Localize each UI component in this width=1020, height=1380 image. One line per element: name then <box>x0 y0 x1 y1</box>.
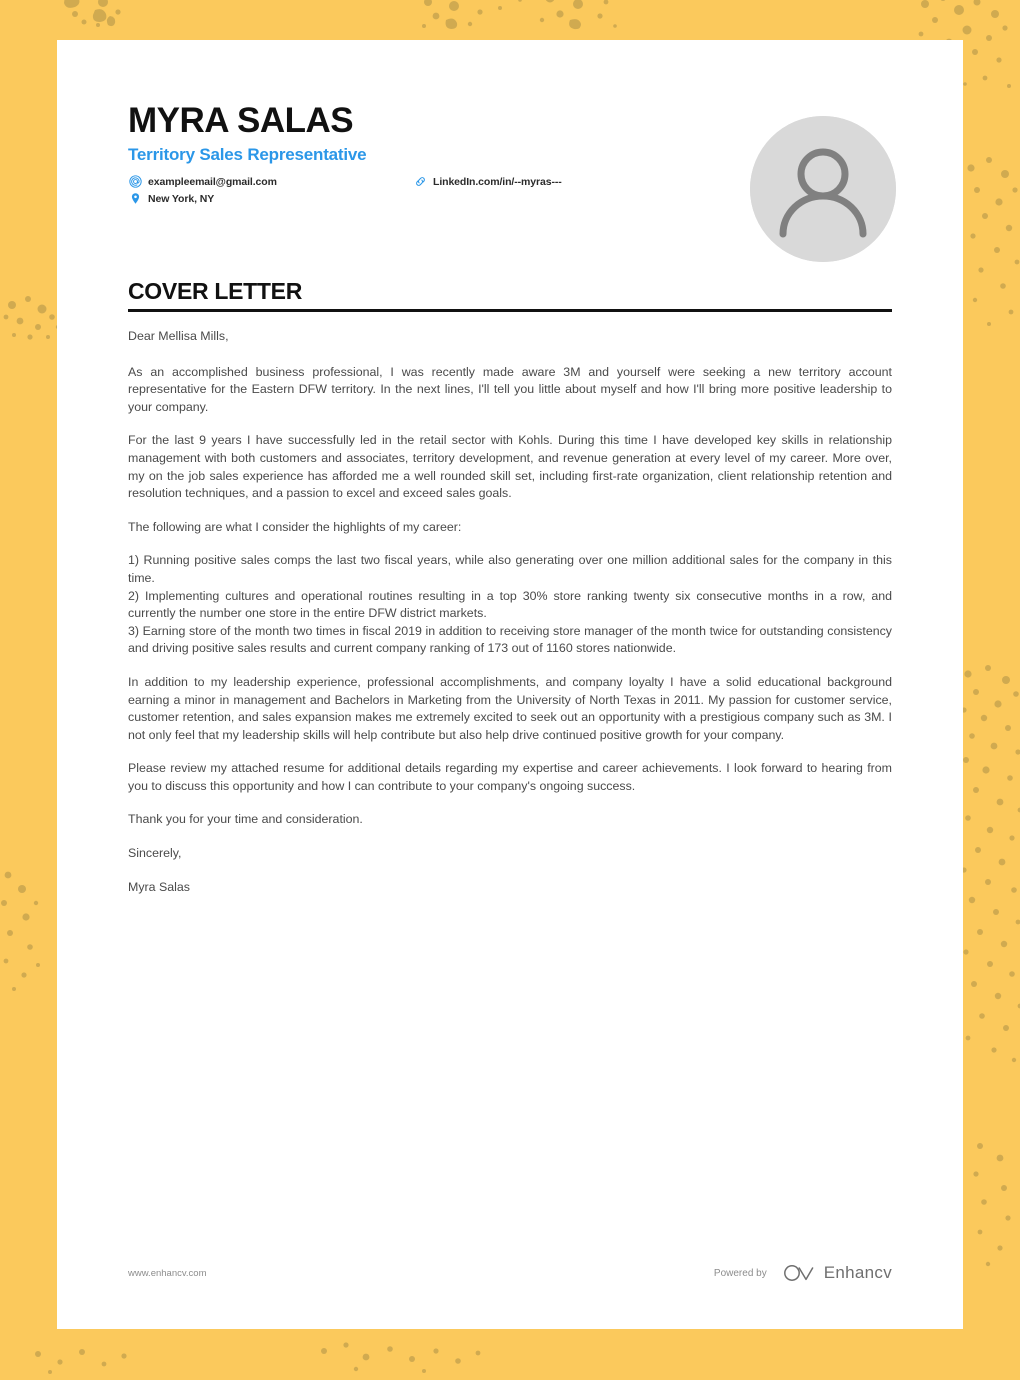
letter-page <box>57 40 963 1329</box>
letter-paragraph-4: Please review my attached resume for additional details regarding my expertise and career achievements. I look forward to hearing from you to discuss this opportunity and how I can contribute to your company's ongoing success. <box>128 761 892 793</box>
texture-patch-right-upper <box>955 150 1020 340</box>
enhancv-infinity-icon <box>783 1263 817 1283</box>
contact-email[interactable] <box>128 175 413 189</box>
letter-thanks: Thank you for your time and consideration. <box>128 812 363 827</box>
contact-linkedin-value: LinkedIn.com/in/--myras--- <box>433 175 562 188</box>
candidate-job-title: Territory Sales Representative <box>128 144 367 164</box>
section-title-cover-letter: COVER LETTER <box>128 278 303 304</box>
list-item: 1) Running positive sales comps the last two fiscal years, while also generating over one million additional sales for the company in this time. <box>128 553 892 585</box>
contact-location[interactable] <box>128 192 413 206</box>
avatar <box>750 116 896 262</box>
candidate-name: MYRA SALAS <box>128 101 354 140</box>
contact-details <box>128 175 598 206</box>
letter-paragraph-1: As an accomplished business professional, I was recently made aware 3M and yourself were seeking a new territory account representative for the Eastern DFW territory. In the next lines, I'll tell you little about myself and how I'll bring more positive leadership to your company. <box>128 364 892 414</box>
letter-highlights-list <box>128 552 892 658</box>
texture-patch-bottom-left <box>20 1340 140 1380</box>
texture-patch-top-middle <box>410 0 670 42</box>
enhancv-wordmark: Enhancv <box>823 1263 892 1282</box>
texture-patch-left-lower <box>0 855 56 1005</box>
letter-header <box>128 102 892 242</box>
letter-paragraph-3: In addition to my leadership experience, professional accomplishments, and company loyalty I have a solid educational background earning a minor in management and Bachelors in Marketing from the University of North Texas in 2011. My passion for customer service, customer retention, and sales expansion makes me extremely excited to seek out an opportunity with a prestigious company such as 3M. I not only feel that my leadership skills will help contribute but also help drive continued positive growth for your company. <box>128 674 892 742</box>
person-avatar-icon <box>750 116 896 262</box>
texture-patch-bottom-middle <box>300 1335 500 1380</box>
page-content <box>128 102 892 896</box>
letter-signature: Myra Salas <box>128 879 190 894</box>
page-footer <box>128 1263 892 1283</box>
texture-patch-right-lower <box>960 1130 1020 1290</box>
footer-website-url[interactable]: www.enhancv.com <box>128 1267 207 1279</box>
letter-salutation: Dear Mellisa Mills, <box>128 329 229 343</box>
contact-row-1 <box>128 175 598 189</box>
contact-linkedin[interactable] <box>413 175 562 189</box>
list-item: 3) Earning store of the month two times in fiscal 2019 in addition to receiving store manager of the month twice for outstanding consistency and driving positive sales results and current company ranking of 173 out of 1160 stores nationwide. <box>128 623 892 656</box>
letter-highlights-intro: The following are what I consider the highlights of my career: <box>128 519 462 534</box>
location-pin-icon <box>128 192 142 206</box>
letter-paragraph-2: For the last 9 years I have successfully led in the retail sector with Kohls. During this time I have developed key skills in relationship management with both customers and associates, territory development, and revenue generation at every level of my career. More over, my on the job sales experience has afforded me a well rounded skill set, including first-rate organization, client relationship retention and resolution techniques, and a passion to excel and exceed sales goals. <box>128 433 892 501</box>
powered-by-label: Powered by <box>713 1267 767 1279</box>
email-icon <box>128 175 142 189</box>
list-item: 2) Implementing cultures and operational routines resulting in a top 30% store ranking twenty six consecutive months in a row, and currently the number one store in the entire DFW district markets. <box>128 588 892 621</box>
letter-signoff: Sincerely, <box>128 846 182 861</box>
contact-row-2 <box>128 192 598 206</box>
section-divider <box>128 309 892 312</box>
footer-branding <box>714 1263 892 1283</box>
enhancv-logo[interactable] <box>783 1263 892 1283</box>
contact-email-value: exampleemail@gmail.com <box>148 175 277 188</box>
contact-location-value: New York, NY <box>148 192 215 205</box>
link-icon <box>413 175 427 189</box>
